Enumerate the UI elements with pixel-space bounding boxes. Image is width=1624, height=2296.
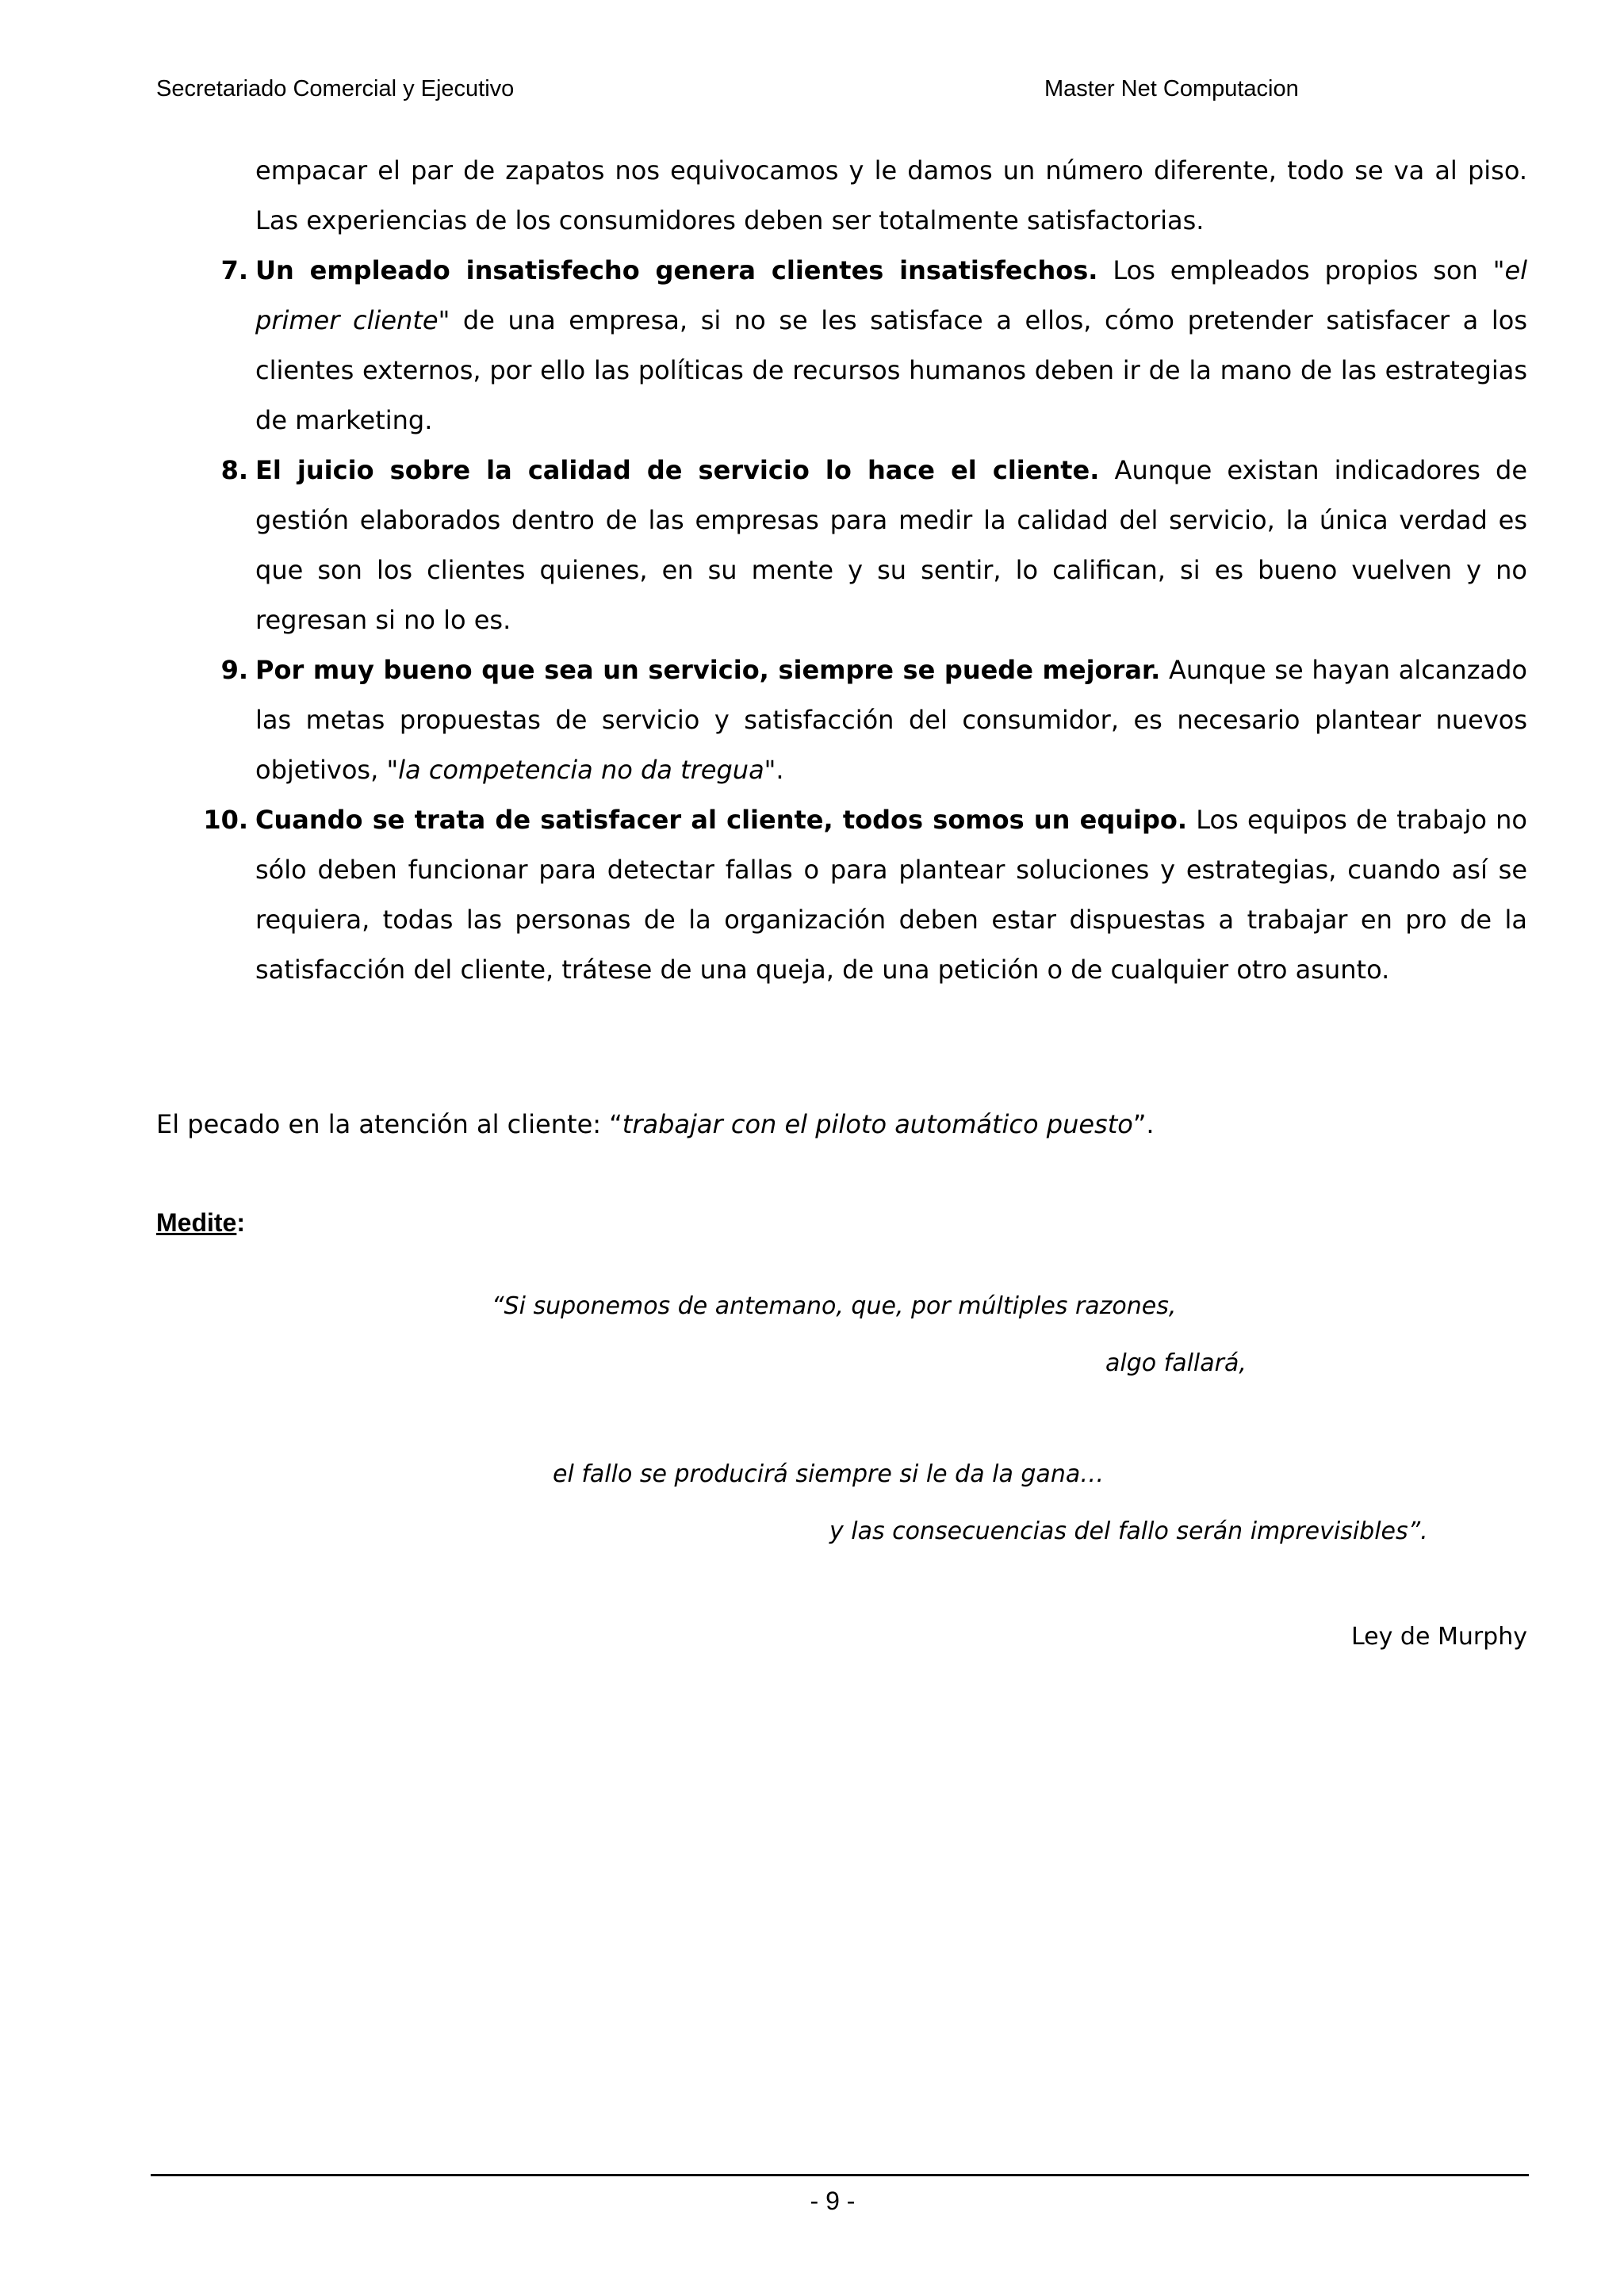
list-continuation: empacar el par de zapatos nos equivocamos y le damos un número diferente, todo se va al piso. Las experiencias de los consumidores deben ser totalmente satisfactorias. (255, 155, 1527, 235)
pecado-text: ”. (1132, 1109, 1155, 1139)
quote-author: Ley de Murphy (1350, 1623, 1527, 1651)
list-item-text: " de una empresa, si no se les satisface a ellos, cómo pretender satisfacer a los clientes externos, por ello las políticas de recursos humanos deben ir de la mano de las estrategias de marketing. (255, 305, 1528, 435)
list-item-8 (220, 446, 1528, 645)
quote-line-2: algo fallará, (1105, 1349, 1247, 1377)
list-item-7 (220, 246, 1528, 446)
list-number: 8. (220, 455, 248, 485)
page-number: - 9 - (810, 2187, 856, 2215)
list-item-lead: Cuando se trata de satisfacer al cliente, todos somos un equipo. (255, 805, 1188, 835)
medite-label: Medite (156, 1208, 237, 1237)
list-item-lead: Por muy bueno que sea un servicio, siempre se puede mejorar. (255, 655, 1161, 685)
list-item-10 (203, 795, 1528, 995)
medite-heading (156, 1198, 245, 1248)
list-number: 9. (220, 655, 248, 685)
list-item-text: Aunque se hayan alcanzado las metas propuestas de servicio y satisfacción del consumidor, es necesario plantear nuevos objetivos, " (255, 655, 1528, 785)
list-item-lead: El juicio sobre la calidad de servicio lo hace el cliente. (255, 455, 1100, 485)
list-number: 10. (203, 805, 248, 835)
quote-line-1: “Si suponemos de antemano, que, por múltiples razones, (492, 1292, 1177, 1320)
pecado-emphasis: trabajar con el piloto automático puesto (622, 1109, 1133, 1139)
pecado-paragraph (156, 1100, 1155, 1150)
numbered-list (203, 146, 1528, 995)
quote-line-3: el fallo se producirá siempre si le da la gana… (553, 1460, 1105, 1488)
header-left: Secretariado Comercial y Ejecutivo (156, 76, 515, 101)
list-item-lead: Un empleado insatisfecho genera clientes insatisfechos. (255, 255, 1098, 285)
header-right: Master Net Computacion (1044, 76, 1299, 101)
list-number: 7. (220, 255, 248, 285)
pecado-text: El pecado en la atención al cliente: “ (156, 1109, 622, 1139)
list-item-emphasis: la competencia no da tregua (398, 755, 764, 785)
list-item-text: Los equipos de trabajo no sólo deben funcionar para detectar fallas o para plantear soluciones y estrategias, cuando así se requiera, todas las personas de la organización deben estar dispuestas a trabajar en pro de la satisfacción del cliente, trátese de una queja, de una petición o de cualquier otro asunto. (255, 805, 1528, 985)
list-item-text: ". (764, 755, 784, 785)
medite-colon: : (236, 1208, 245, 1237)
list-item-text: Aunque existan indicadores de gestión elaborados dentro de las empresas para medir la calidad del servicio, la única verdad es que son los clientes quienes, en su mente y su sentir, lo califican, si es bueno vuelven y no regresan si no lo es. (255, 455, 1528, 635)
list-item-emphasis: el primer cliente (255, 255, 1528, 335)
list-item-text: Los empleados propios son " (1097, 255, 1505, 285)
list-item-9 (220, 645, 1528, 795)
footer-divider (151, 2174, 1529, 2176)
quote-line-4: y las consecuencias del fallo serán imprevisibles”. (829, 1517, 1428, 1545)
